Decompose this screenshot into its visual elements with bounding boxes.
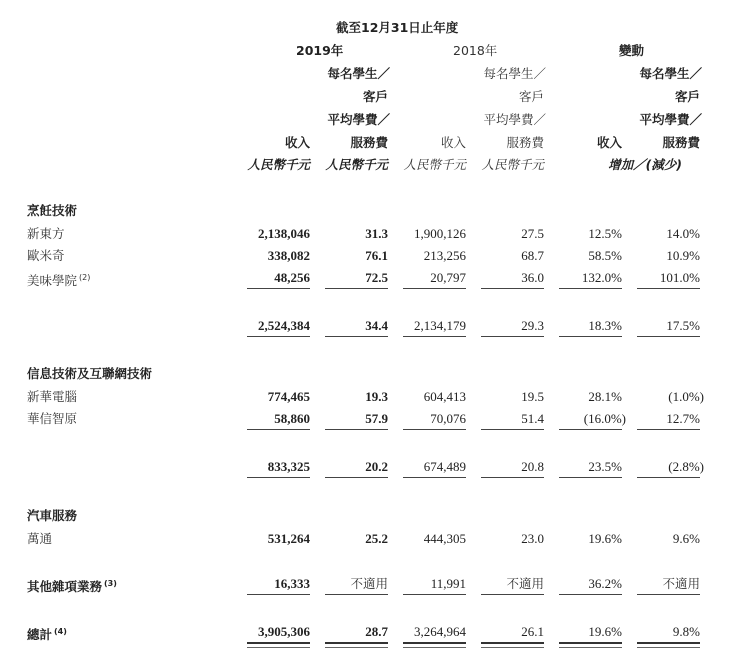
- cell-fee-2019: 76.1: [365, 248, 388, 263]
- header-revenue-2019: 收入: [284, 135, 310, 150]
- cell-fee-change: 14.0%: [666, 226, 700, 241]
- subtotal-fee-2019: 34.4: [365, 318, 388, 333]
- cell-revenue-2018: 213,256: [423, 248, 466, 263]
- cell-revenue-change: 19.6%: [588, 531, 622, 546]
- underline: [325, 477, 388, 478]
- header-per-student-2018-l3: 平均學費／: [483, 112, 546, 127]
- subtotal-revenue-2019: 833,325: [267, 459, 310, 474]
- cell-revenue-change: (16.0%): [583, 411, 626, 426]
- section-title-it: 信息技術及互聯網技術: [27, 366, 153, 381]
- cell-revenue-2018: 20,797: [430, 270, 466, 285]
- underline: [325, 429, 388, 430]
- underline: [403, 594, 466, 595]
- header-per-student-change-l4: 服務費: [662, 135, 700, 150]
- underline: [403, 288, 466, 289]
- year-2018-heading: 2018年: [453, 43, 498, 58]
- subtotal-revenue-change: 23.5%: [588, 459, 622, 474]
- cell-fee-change: 不適用: [662, 576, 700, 591]
- header-per-student-change-l1: 每名學生／: [639, 66, 702, 81]
- cell-fee-2018: 不適用: [506, 576, 544, 591]
- footnote-marker: (4): [54, 627, 67, 636]
- underline: [481, 429, 544, 430]
- header-per-student-2019-l2: 客戶: [362, 89, 388, 104]
- header-per-student-2018-l4: 服務費: [506, 135, 544, 150]
- subtotal-fee-2018: 20.8: [521, 459, 544, 474]
- subtotal-fee-change: 17.5%: [666, 318, 700, 333]
- cell-fee-2019: 19.3: [365, 389, 388, 404]
- cell-fee-2019: 31.3: [365, 226, 388, 241]
- row-label: [27, 270, 90, 289]
- cell-fee-2018: 19.5: [521, 389, 544, 404]
- row-label: 萬通: [27, 531, 53, 546]
- underline: [247, 594, 310, 595]
- header-revenue-2018: 收入: [440, 135, 466, 150]
- cell-fee-2018: 51.4: [521, 411, 544, 426]
- cell-revenue-2018: 1,900,126: [414, 226, 466, 241]
- unit-2019-per-student: 人民幣千元: [325, 157, 388, 172]
- header-per-student-change-l2: 客戶: [674, 89, 700, 104]
- subtotal-revenue-change: 18.3%: [588, 318, 622, 333]
- year-2019-heading: 2019年: [296, 43, 344, 58]
- change-heading: 變動: [619, 43, 645, 58]
- subtotal-revenue-2018: 2,134,179: [414, 318, 466, 333]
- cell-fee-2019: 57.9: [365, 411, 388, 426]
- underline: [637, 288, 700, 289]
- row-label: 新華電腦: [27, 389, 78, 404]
- double-underline: [481, 642, 544, 648]
- underline: [559, 594, 622, 595]
- cell-revenue-2018: 70,076: [430, 411, 466, 426]
- underline: [247, 477, 310, 478]
- cell-revenue-2019: 338,082: [267, 248, 310, 263]
- header-per-student-change-l3: 平均學費／: [639, 112, 702, 127]
- underline: [403, 477, 466, 478]
- underline: [481, 288, 544, 289]
- cell-fee-change: 10.9%: [666, 248, 700, 263]
- cell-fee-change: 12.7%: [666, 411, 700, 426]
- header-revenue-change: 收入: [596, 135, 622, 150]
- header-per-student-2019-l3: 平均學費／: [327, 112, 390, 127]
- cell-fee-2018: 27.5: [521, 226, 544, 241]
- cell-fee-2018: 23.0: [521, 531, 544, 546]
- row-label: 新東方: [27, 226, 65, 241]
- header-per-student-2019-l1: 每名學生／: [327, 66, 390, 81]
- underline: [559, 429, 622, 430]
- header-per-student-2018-l1: 每名學生／: [483, 66, 546, 81]
- cell-revenue-2019: 58,860: [274, 411, 310, 426]
- cell-revenue-2019: 48,256: [274, 270, 310, 285]
- row-label-text: 其他雜項業務: [27, 579, 103, 595]
- cell-revenue-change: 58.5%: [588, 248, 622, 263]
- cell-revenue-2019: 2,138,046: [258, 226, 310, 241]
- row-label: 歐米奇: [27, 248, 65, 263]
- unit-2018-per-student: 人民幣千元: [481, 157, 544, 172]
- total-revenue-2019: 3,905,306: [258, 624, 310, 639]
- cell-revenue-change: 36.2%: [588, 576, 622, 591]
- subtotal-fee-change: (2.8%): [668, 459, 704, 474]
- cell-revenue-2018: 604,413: [423, 389, 466, 404]
- double-underline: [247, 642, 310, 648]
- section-title-auto: 汽車服務: [27, 508, 78, 523]
- row-label-text: 總計: [27, 627, 53, 643]
- cell-revenue-change: 12.5%: [588, 226, 622, 241]
- underline: [325, 594, 388, 595]
- total-fee-2018: 26.1: [521, 624, 544, 639]
- subtotal-revenue-2018: 674,489: [423, 459, 466, 474]
- underline: [403, 336, 466, 337]
- underline: [637, 594, 700, 595]
- cell-revenue-change: 132.0%: [581, 270, 622, 285]
- cell-fee-2018: 36.0: [521, 270, 544, 285]
- cell-fee-change: 101.0%: [659, 270, 700, 285]
- period-title: 截至12月31日止年度: [336, 20, 459, 35]
- underline: [559, 477, 622, 478]
- total-revenue-2018: 3,264,964: [414, 624, 466, 639]
- row-label: [27, 624, 67, 643]
- row-label: 華信智原: [27, 411, 78, 426]
- row-label: [27, 576, 117, 595]
- underline: [247, 288, 310, 289]
- subtotal-revenue-2019: 2,524,384: [258, 318, 310, 333]
- underline: [247, 429, 310, 430]
- cell-fee-2018: 68.7: [521, 248, 544, 263]
- section-title-culinary: 烹飪技術: [27, 203, 78, 218]
- cell-revenue-change: 28.1%: [588, 389, 622, 404]
- footnote-marker: (2): [79, 273, 91, 282]
- total-revenue-change: 19.6%: [588, 624, 622, 639]
- cell-revenue-2018: 11,991: [430, 576, 466, 591]
- total-fee-2019: 28.7: [365, 624, 388, 639]
- underline: [325, 336, 388, 337]
- underline: [481, 336, 544, 337]
- unit-2019-revenue: 人民幣千元: [247, 157, 310, 172]
- cell-fee-2019: 不適用: [350, 576, 388, 591]
- row-label-text: 美味學院: [27, 273, 78, 289]
- unit-2018-revenue: 人民幣千元: [403, 157, 466, 172]
- header-per-student-2018-l2: 客戶: [518, 89, 544, 104]
- subtotal-fee-2018: 29.3: [521, 318, 544, 333]
- cell-fee-change: 9.6%: [672, 531, 700, 546]
- double-underline: [403, 642, 466, 648]
- underline: [637, 429, 700, 430]
- underline: [481, 594, 544, 595]
- underline: [637, 336, 700, 337]
- cell-revenue-2019: 16,333: [274, 576, 310, 591]
- underline: [637, 477, 700, 478]
- cell-revenue-2019: 531,264: [267, 531, 310, 546]
- underline: [481, 477, 544, 478]
- double-underline: [637, 642, 700, 648]
- double-underline: [559, 642, 622, 648]
- subtotal-fee-2019: 20.2: [365, 459, 388, 474]
- underline: [559, 288, 622, 289]
- footnote-marker: (3): [104, 579, 117, 588]
- cell-revenue-2019: 774,465: [267, 389, 310, 404]
- cell-revenue-2018: 444,305: [423, 531, 466, 546]
- underline: [247, 336, 310, 337]
- underline: [325, 288, 388, 289]
- underline: [559, 336, 622, 337]
- underline: [403, 429, 466, 430]
- total-fee-change: 9.8%: [672, 624, 700, 639]
- cell-fee-2019: 72.5: [365, 270, 388, 285]
- header-per-student-2019-l4: 服務費: [350, 135, 388, 150]
- cell-fee-2019: 25.2: [365, 531, 388, 546]
- double-underline: [325, 642, 388, 648]
- cell-fee-change: (1.0%): [668, 389, 704, 404]
- unit-change: 增加／(減少): [608, 157, 682, 172]
